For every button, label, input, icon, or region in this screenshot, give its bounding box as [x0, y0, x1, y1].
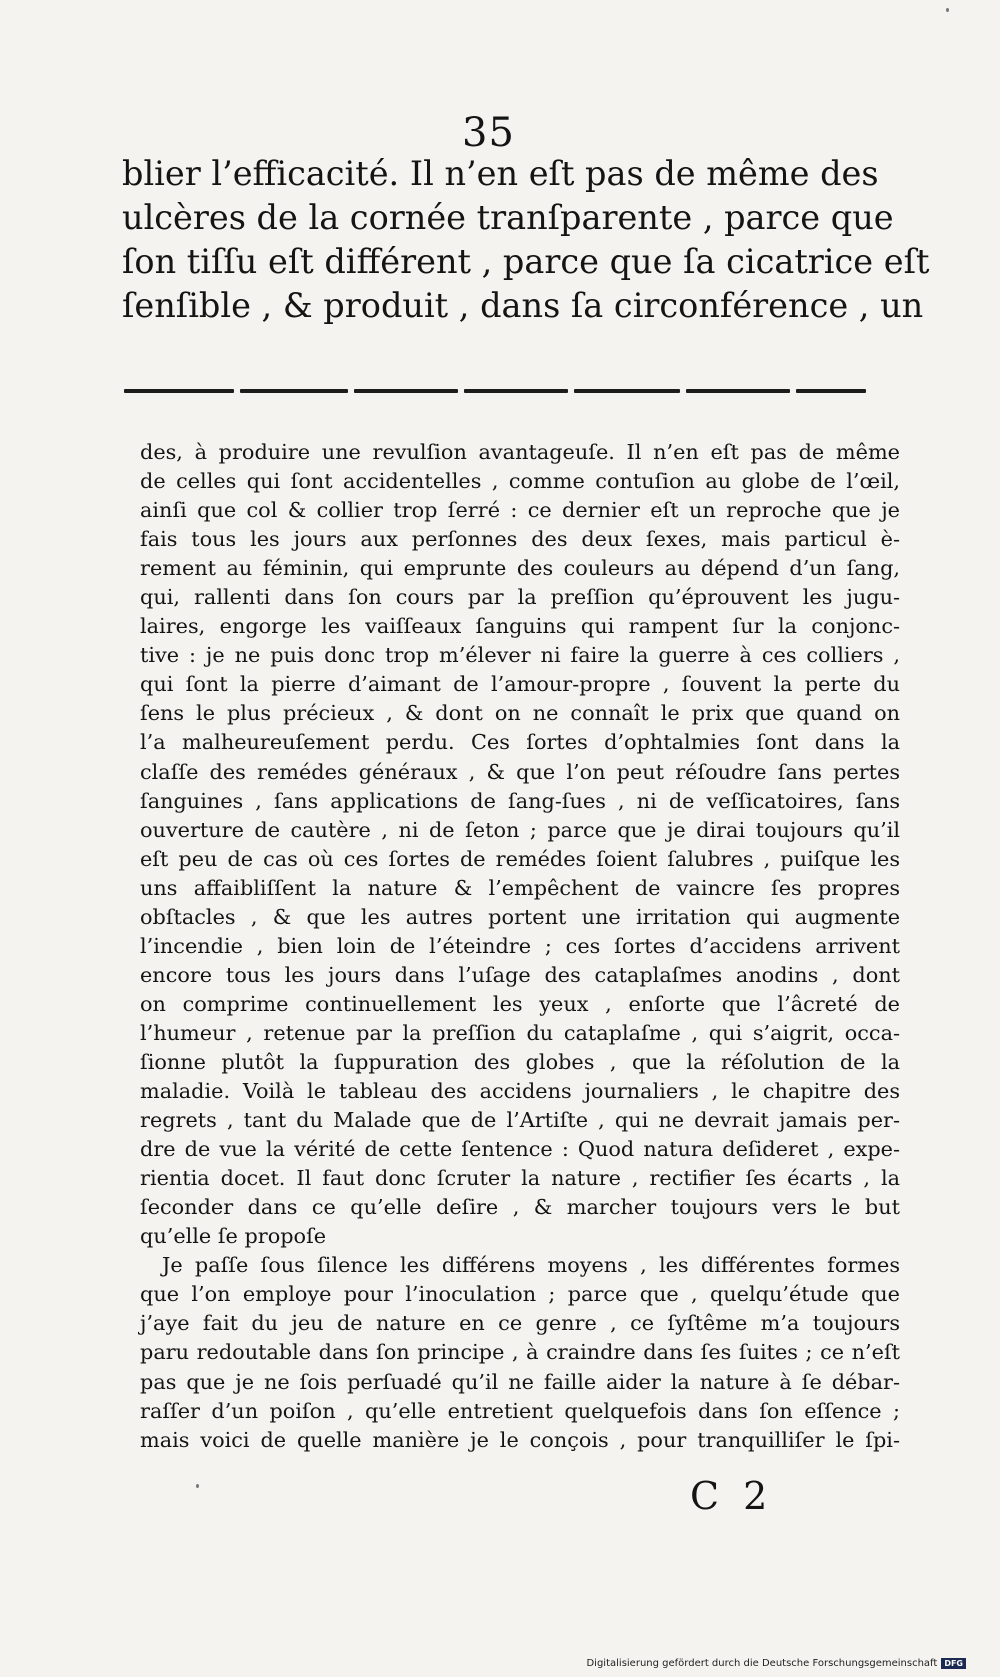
dfg-logo: DFG	[941, 1658, 966, 1669]
body-line: ſanguines , ſans applications de ſang-ſues , ni de veſſicatoires, ſans	[140, 788, 900, 813]
body-line: rement au féminin, qui emprunte des couleurs au dépend d’un ſang,	[140, 556, 900, 581]
body-line: qui ſont la pierre d’aimant de l’amour-propre , ſouvent la perte du	[140, 672, 900, 697]
digitization-footer	[586, 1658, 966, 1669]
body-line: fais tous les jours aux perſonnes des deux ſexes, mais particul è-	[140, 527, 900, 552]
body-line: que l’on employe pour l’inoculation ; parce que , quelqu’étude que	[140, 1282, 900, 1307]
body-line: on comprime continuellement les yeux , enſorte que l’âcreté de	[140, 991, 900, 1016]
body-line: pas que je ne ſois perſuadé qu’il ne faille aider la nature à ſe débar-	[140, 1369, 900, 1394]
body-line: qui, rallenti dans ſon cours par la preſſion qu’éprouvent les jugu-	[140, 585, 900, 610]
body-line: paru redoutable dans ſon principe , à craindre dans ſes ſuites ; ce n’eſt	[140, 1340, 900, 1365]
body-line: claſſe des remédes généraux , & que l’on peut réſoudre ſans pertes	[140, 759, 900, 784]
body-line-paragraph-end: qu’elle ſe propoſe	[140, 1224, 327, 1249]
body-line: eſt peu de cas où ces ſortes de remédes ſoient ſalubres , puiſque les	[140, 846, 900, 871]
footer-credit: Digitalisierung gefördert durch die Deutsche Forschungsgemeinschaft	[586, 1658, 938, 1669]
body-line: ſionne plutôt la ſuppuration des globes , que la réſolution de la	[140, 1049, 900, 1074]
body-line: des, à produire une revulſion avantageuſe. Il n’en eſt pas de même	[140, 440, 900, 464]
paper-speck	[946, 8, 949, 12]
body-line: de celles qui ſont accidentelles , comme contuſion au globe de l’œil,	[140, 469, 900, 494]
top-excerpt-line: ſon tiſſu eſt différent , parce que ſa cicatrice eſt	[122, 242, 930, 281]
body-line: laires, engorge les vaiſſeaux ſanguins qui rampent ſur la conjonc-	[140, 614, 900, 639]
top-excerpt-line: blier l’efficacité. Il n’en eſt pas de même des	[122, 154, 879, 193]
body-line-paragraph-start: Je paſſe ſous ſilence les différens moyens , les différentes formes	[162, 1253, 900, 1278]
body-line: l’incendie , bien loin de l’éteindre ; ces ſortes d’accidens arrivent	[140, 933, 900, 958]
body-line: j’aye fait du jeu de nature en ce genre , ce ſyſtême m’a toujours	[140, 1311, 900, 1336]
body-line: rientia docet. Il faut donc ſcruter la nature , rectifier ſes écarts , la	[140, 1166, 900, 1191]
body-line: mais voici de quelle manière je le conçois , pour tranquilliſer le ſpi-	[140, 1427, 900, 1452]
body-line: obſtacles , & que les autres portent une irritation qui augmente	[140, 904, 900, 929]
body-line: tive : je ne puis donc trop m’élever ni faire la guerre à ces colliers ,	[140, 643, 900, 668]
body-line: ainſi que col & collier trop ſerré : ce dernier eſt un reproche que je	[140, 498, 900, 523]
top-excerpt-line: ulcères de la cornée tranſparente , parce que	[122, 198, 894, 237]
body-text	[140, 438, 900, 1455]
body-line: ſeconder dans ce qu’elle deſire , & marcher toujours vers le but	[140, 1195, 900, 1220]
body-line: ſens le plus précieux , & dont on ne connaît le prix que quand on	[140, 701, 900, 726]
body-line: raſſer d’un poiſon , qu’elle entretient quelquefois dans ſon eſſence ;	[140, 1398, 900, 1423]
body-line: ouverture de cautère , ni de ſeton ; parce que je dirai toujours qu’il	[140, 817, 900, 842]
body-line-italic-quote: dre de vue la vérité de cette ſentence : Quod natura deſideret , expe-	[140, 1137, 900, 1162]
paper-speck	[196, 1484, 199, 1488]
body-line: encore tous les jours dans l’uſage des cataplaſmes anodins , dont	[140, 962, 900, 987]
body-line: l’humeur , retenue par la preſſion du cataplaſme , qui s’aigrit, occa-	[140, 1020, 900, 1045]
body-line: l’a malheureuſement perdu. Ces ſortes d’ophtalmies ſont dans la	[140, 730, 900, 755]
page-number: 35	[462, 110, 515, 156]
section-divider-rule	[124, 386, 866, 396]
signature-mark: C 2	[690, 1474, 774, 1518]
top-excerpt	[122, 152, 930, 328]
top-excerpt-line: ſenſible , & produit , dans ſa circonférence , un	[122, 286, 924, 325]
body-line: uns affaibliſſent la nature & l’empêchent de vaincre ſes propres	[140, 875, 900, 900]
body-line: regrets , tant du Malade que de l’Artiſte , qui ne devrait jamais per-	[140, 1108, 900, 1133]
body-line: maladie. Voilà le tableau des accidens journaliers , le chapitre des	[140, 1079, 900, 1104]
